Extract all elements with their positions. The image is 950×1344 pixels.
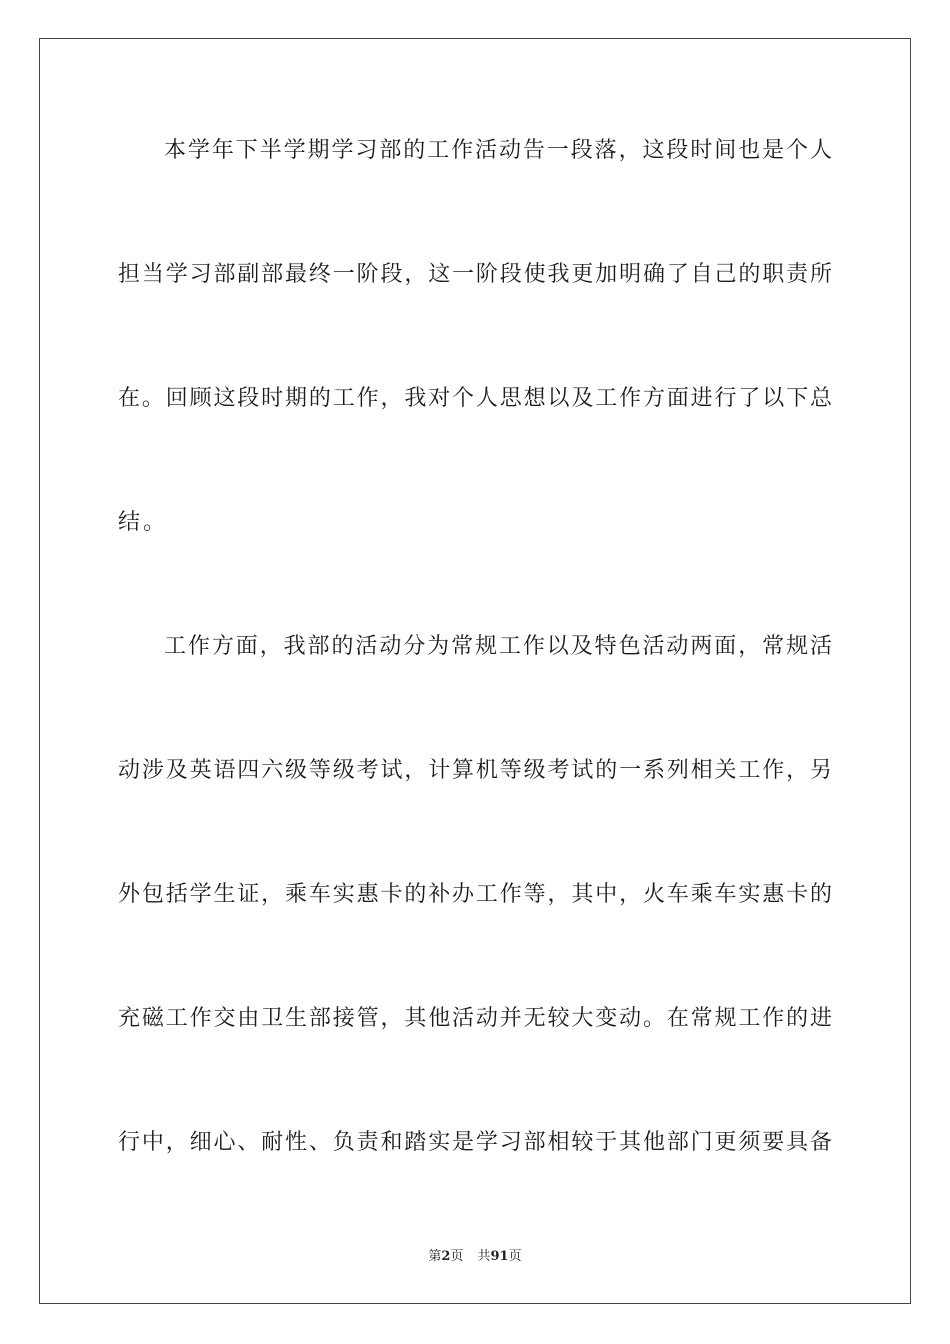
text-line: 充磁工作交由卫生部接管，其他活动并无较大变动。在常规工作的进 <box>118 1006 832 1031</box>
page-frame <box>39 38 911 1304</box>
text-line: 外包括学生证，乘车实惠卡的补办工作等，其中，火车乘车实惠卡的 <box>118 882 832 907</box>
text-line: 行中，细心、耐性、负责和踏实是学习部相较于其他部门更须要具备 <box>118 1130 832 1155</box>
page-label-suffix: 页 <box>450 1249 464 1264</box>
total-label-suffix: 页 <box>508 1249 522 1264</box>
page-footer <box>0 1248 950 1266</box>
text-line: 动涉及英语四六级等级考试，计算机等级考试的一系列相关工作，另 <box>118 758 832 783</box>
total-pages: 91 <box>490 1249 509 1264</box>
text-line: 工作方面，我部的活动分为常规工作以及特色活动两面，常规活 <box>164 634 832 659</box>
page-label-prefix: 第 <box>428 1249 442 1264</box>
text-line: 本学年下半学期学习部的工作活动告一段落，这段时间也是个人 <box>164 138 832 163</box>
text-line: 在。回顾这段时期的工作，我对个人思想以及工作方面进行了以下总 <box>118 386 832 411</box>
page-number: 2 <box>441 1249 451 1264</box>
total-label-prefix: 共 <box>477 1249 491 1264</box>
text-line: 结。 <box>118 510 169 535</box>
text-line: 担当学习部副部最终一阶段，这一阶段使我更加明确了自己的职责所 <box>118 262 832 287</box>
